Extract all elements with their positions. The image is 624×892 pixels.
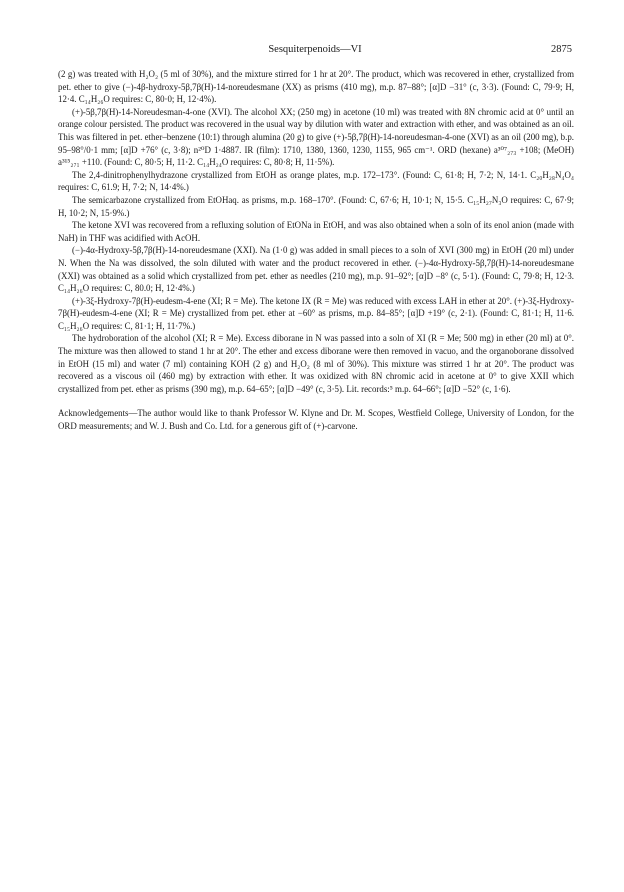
paragraph-dnp-derivative: The 2,4-dinitrophenylhydrazone crystallized from EtOH as orange plates, m.p. 172–173°. (Found: C, 61·8; H, 7·2; N, 14·1. C₂₀H₂₈N₄O₄ requires: C, 61.9; H, 7·2; N, 14·4%.) (58, 169, 574, 193)
paragraph-noreudesmanone: (+)-5β,7β(H)-14-Noreudesman-4-one (XVI). The alcohol XX; (250 mg) in acetone (10 ml) was treated with 8N chromic acid at 0° until an orange colour persisted. The product was recovered in the usual way by dilution with water and extraction with ether, and was obtained as an oil. This was filtered in pet. ether–benzene (10:1) through alumina (20 g) to give (+)-5β,7β(H)-14-noreudesman-4-one (XVI) as an oil (200 mg), b.p. 95–98°/0·1 mm; [α]D +76° (c, 3·8); n²⁰D 1·4887. IR (film): 1710, 1380, 1360, 1230, 1155, 965 cm⁻¹. ORD (hexane) a³⁰⁷₂₇₃ +108; (MeOH) a³¹⁵₂₇₁ +110. (Found: C, 80·5; H, 11·2. C₁₄H₂₄O requires: C, 80·8; H, 11·5%). (58, 106, 574, 168)
article-body (58, 68, 574, 433)
running-header (58, 44, 572, 58)
paragraph-continued: (2 g) was treated with H₂O₂ (5 ml of 30%), and the mixture stirred for 1 hr at 20°. The product, which was recovered in ether, crystallized from pet. ether to give (−)-4β-hydroxy-5β,7β(H)-14-noreudesmane (XX) as prisms (410 mg), m.p. 87–88°; [α]D −31° (c, 3·3). (Found: C, 79·9; H, 12·4. C₁₄H₂₆O requires: C, 80·0; H, 12·4%). (58, 69, 574, 105)
paragraph-hydroxy-noreudesmane: (−)-4α-Hydroxy-5β,7β(H)-14-noreudesmane (XXI). Na (1·0 g) was added in small pieces to a soln of XVI (300 mg) in EtOH (20 ml) under N. When the Na was dissolved, the soln diluted with water and the product recovered in ether. (−)-4α-Hydroxy-5β,7β(H)-14-noreudesmane (XXI) was obtained as a solid which crystallized from pet. ether as needles (210 mg), m.p. 91–92°; [α]D −8° (c, 5·1). (Found: C, 79·8; H, 12·3. C₁₄H₂₆O requires: C, 80.0; H, 12·4%.) (58, 245, 574, 294)
paragraph-semicarbazone: The semicarbazone crystallized from EtOHaq. as prisms, m.p. 168–170°. (Found: C, 67·6; H, 10·1; N, 15·5. C₁₅H₂₇N₃O requires: C, 67·9; H, 10·2; N, 15·9%.) (58, 194, 574, 218)
paragraph-ketone-recovery: The ketone XVI was recovered from a refluxing solution of EtONa in EtOH, and was also obtained when a soln of its enol anion (made with NaH) in THF was acidified with AcOH. (58, 220, 574, 243)
running-title: Sesquiterpenoids—VI (268, 44, 362, 55)
paragraph-hydroboration: The hydroboration of the alcohol (XI; R = Me). Excess diborane in N was passed into a soln of XI (R = Me; 500 mg) in ether (20 ml) at 0°. The mixture was then allowed to stand 1 hr at 20°. The ether and excess diborane were then removed in vacuo, and the organoborane dissolved in EtOH (15 ml) and water (7 ml) containing KOH (2 g) and H₂O₂ (8 ml of 30%). This mixture was stirred 1 hr at 20°. The product was recovered as a viscous oil (460 mg) by extraction with ether. It was oxidized with 8N chromic acid in acetone at 0° to give XXII which crystallized from pet. ether as prisms (390 mg), m.p. 64–65°; [α]D −49° (c, 3·5). Lit. records:⁵ m.p. 64–66°; [α]D −52° (c, 1·6). (58, 333, 574, 394)
paragraph-hydroxy-eudesmene: (+)-3ξ-Hydroxy-7β(H)-eudesm-4-ene (XI; R = Me). The ketone IX (R = Me) was reduced with excess LAH in ether at 20°. (+)-3ξ-Hydroxy-7β(H)-eudesm-4-ene (XI; R = Me) crystallized from pet. ether at −60° as prisms, m.p. 84–85°; [α]D +19° (c, 2·1). (Found: C, 81·1; H, 11·6. C₁₅H₂₆O requires: C, 81·1; H, 11·7%.) (58, 295, 574, 331)
paragraph-acknowledgements: Acknowledgements—The author would like to thank Professor W. Klyne and Dr. M. Scopes, Westfield College, University of London, for the ORD measurements; and W. J. Bush and Co. Ltd. for a generous gift of (+)-carvone. (58, 408, 574, 432)
page-number: 2875 (551, 44, 572, 55)
